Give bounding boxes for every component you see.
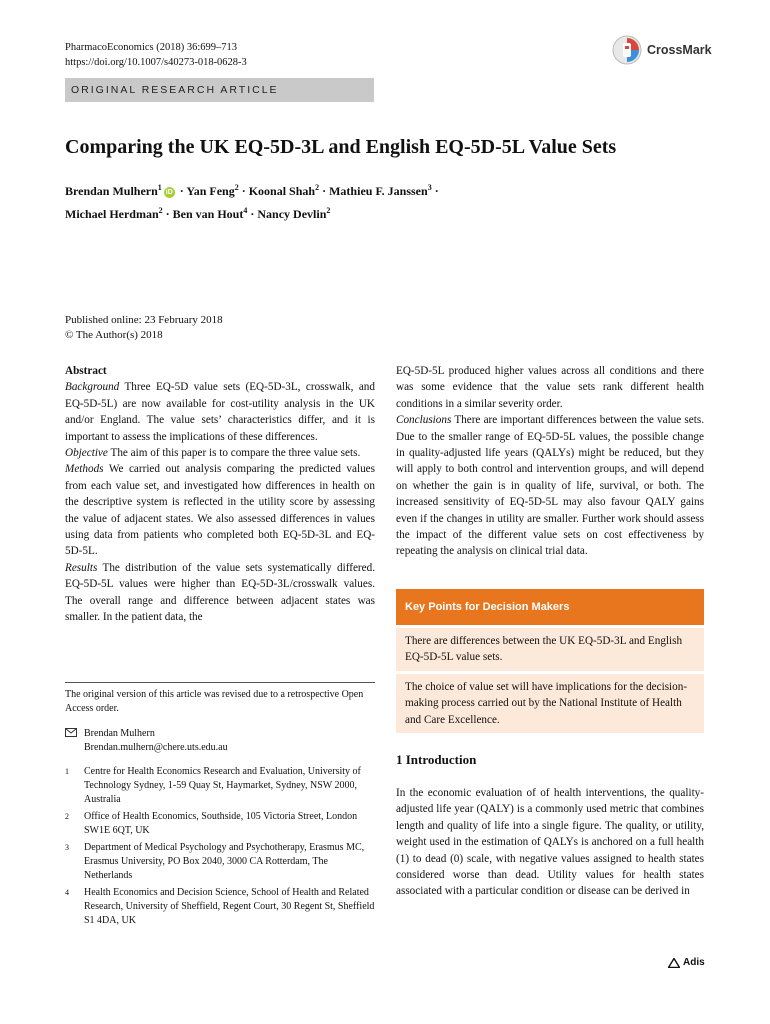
contact-email[interactable]: Brendan.mulhern@chere.uts.edu.au — [84, 742, 228, 753]
results-label: Results — [65, 561, 98, 574]
results-text: The distribution of the value sets systematically differed. EQ-5D-5L values were higher than EQ-5D-3L/crosswalk values. The overall range and difference between adjacent states was smaller. In the patient data, the — [65, 561, 375, 624]
affiliation-text: Department of Medical Psychology and Psychotherapy, Erasmus MC, Erasmus University, PO Box 2040, 3000 CA Rotterdam, The Netherlands — [84, 842, 365, 881]
author-list: Brendan Mulhern$^1$iD · Yan Feng$^2$ · Koonal Shah$^2$ · Mathieu F. Janssen$^3$ · Michael Herdman$^2$ · Ben van Hout$^4$ · Nancy Devlin$^2$ — [65, 183, 439, 221]
affiliation-item — [65, 765, 375, 807]
published-date: Published online: 23 February 2018 — [65, 314, 223, 326]
publisher-logo — [668, 957, 705, 968]
affiliation-text: Office of Health Economics, Southside, 105 Victoria Street, London SW1E 6QT, UK — [84, 811, 358, 836]
conclusions-text: There are important differences between the value sets. Due to the smaller range of EQ-5D-5L values, the possible change in quality-adjusted life years (QALYs) might be reduced, but they will apply to both control and intervention groups, and will depend on whether the gain is in quality of life, survival, or both. The increased sensitivity of EQ-5D-5L may also favour QALY gains even if the changes in utility are smaller. Further work should assess the impact of the different value sets on cost effectiveness by repeating the analysis on clinical trial data. — [396, 414, 704, 558]
abstract-results — [65, 560, 375, 626]
crossmark-icon — [612, 35, 642, 65]
abstract-right-column — [396, 363, 704, 560]
author-affiliation: 3 — [427, 183, 432, 192]
adis-triangle-icon — [668, 958, 680, 968]
author-name[interactable]: Koonal Shah — [248, 184, 316, 198]
key-point-item: There are differences between the UK EQ-5D-3L and English EQ-5D-5L value sets. — [396, 628, 704, 671]
affiliation-number: 3 — [65, 843, 69, 852]
copyright: © The Author(s) 2018 — [65, 329, 163, 341]
revision-footnote: The original version of this article was revised due to a retrospective Open Access order. — [65, 689, 364, 714]
crossmark-badge[interactable] — [612, 30, 712, 70]
journal-citation: PharmacoEconomics (2018) 36:699–713 — [65, 42, 238, 53]
author-affiliation: 2 — [315, 183, 320, 192]
affiliation-item — [65, 886, 375, 928]
objective-text: The aim of this paper is to compare the three value sets. — [110, 447, 361, 460]
results-continued: EQ-5D-5L produced higher values across all conditions and there was some evidence that the value sets rank different health conditions in a similar severity order. — [396, 365, 704, 410]
corresponding-author — [65, 727, 375, 755]
article-type-banner: ORIGINAL RESEARCH ARTICLE — [65, 78, 374, 102]
affiliation-text: Centre for Health Economics Research and Evaluation, University of Technology Sydney, 1-59 Quay St, Haymarket, Sydney, NSW 2000, Australia — [84, 766, 361, 805]
abstract-left-column — [65, 363, 375, 626]
background-label: Background — [65, 381, 120, 394]
author-affiliation: 1 — [157, 183, 162, 192]
affiliation-number: 1 — [65, 767, 69, 776]
key-point-item: The choice of value set will have implications for the decision-making process carried out by the National Institute of Health and Care Excellence. — [396, 674, 704, 733]
affiliation-number: 4 — [65, 888, 69, 897]
abstract-background — [65, 379, 375, 445]
methods-text: We carried out analysis comparing the predicted values from each value set, and investigated how differences in health on the descriptive system is reflected in the utility score by assessing the value of adjacent states. We also assessed differences in values using data from patients who completed both EQ-5D-3L and EQ-5D-5L. — [65, 463, 375, 558]
key-points-box — [396, 589, 704, 733]
introduction-heading: 1 Introduction — [396, 752, 477, 767]
envelope-icon — [65, 728, 77, 742]
footnote-divider — [65, 682, 375, 683]
article-title: Comparing the UK EQ-5D-3L and English EQ-5D-5L Value Sets — [65, 136, 617, 158]
contact-name: Brendan Mulhern — [84, 728, 155, 739]
publisher-name: Adis — [683, 957, 705, 968]
author-affiliation: 4 — [243, 206, 248, 215]
abstract-conclusions — [396, 412, 704, 560]
affiliation-item — [65, 841, 375, 883]
affiliation-item — [65, 810, 375, 838]
background-text: Three EQ-5D value sets (EQ-5D-3L, crosswalk, and EQ-5D-5L) are now available for cost-utility analysis in the UK and/or England. The value sets’ characteristics differ, and it is important to assess the implications of these differences. — [65, 381, 375, 443]
author-name[interactable]: Brendan Mulhern — [65, 184, 158, 198]
abstract-methods — [65, 461, 375, 559]
methods-label: Methods — [65, 463, 104, 476]
publication-info — [65, 313, 223, 343]
author-affiliation: 2 — [326, 206, 331, 215]
doi-link[interactable]: https://doi.org/10.1007/s40273-018-0628-3 — [65, 57, 247, 68]
author-name[interactable]: Nancy Devlin — [257, 207, 327, 221]
affiliation-text: Health Economics and Decision Science, School of Health and Related Research, University of Sheffield, Regent Court, 30 Regent St, Sheffield S1 4DA, UK — [84, 887, 375, 926]
author-name[interactable]: Ben van Hout — [172, 207, 244, 221]
author-name[interactable]: Yan Feng — [186, 184, 235, 198]
abstract-heading: Abstract — [65, 365, 107, 377]
author-name[interactable]: Mathieu F. Janssen — [329, 184, 428, 198]
author-affiliation: 2 — [158, 206, 163, 215]
orcid-icon[interactable]: iD — [165, 188, 173, 196]
key-points-heading: Key Points for Decision Makers — [396, 589, 704, 625]
introduction-text: In the economic evaluation of of health interventions, the quality-adjusted life year (QALY) is a commonly used metric that combines length and quality of life into a single figure. The quality, or utility, weight used in the estimation of QALYs is anchored on a full health (1) to dead (0) scale, with negative values assigned to health states considered worse than dead. Utility values for health states associated with a particular condition or disease can be derived in — [396, 787, 704, 898]
conclusions-label: Conclusions — [396, 414, 452, 427]
author-affiliation: 2 — [234, 183, 239, 192]
affiliation-number: 2 — [65, 812, 69, 821]
author-name[interactable]: Michael Herdman — [65, 207, 159, 221]
objective-label: Objective — [65, 447, 108, 460]
abstract-objective — [65, 445, 375, 461]
journal-header — [65, 40, 247, 70]
crossmark-label: CrossMark — [647, 43, 712, 57]
